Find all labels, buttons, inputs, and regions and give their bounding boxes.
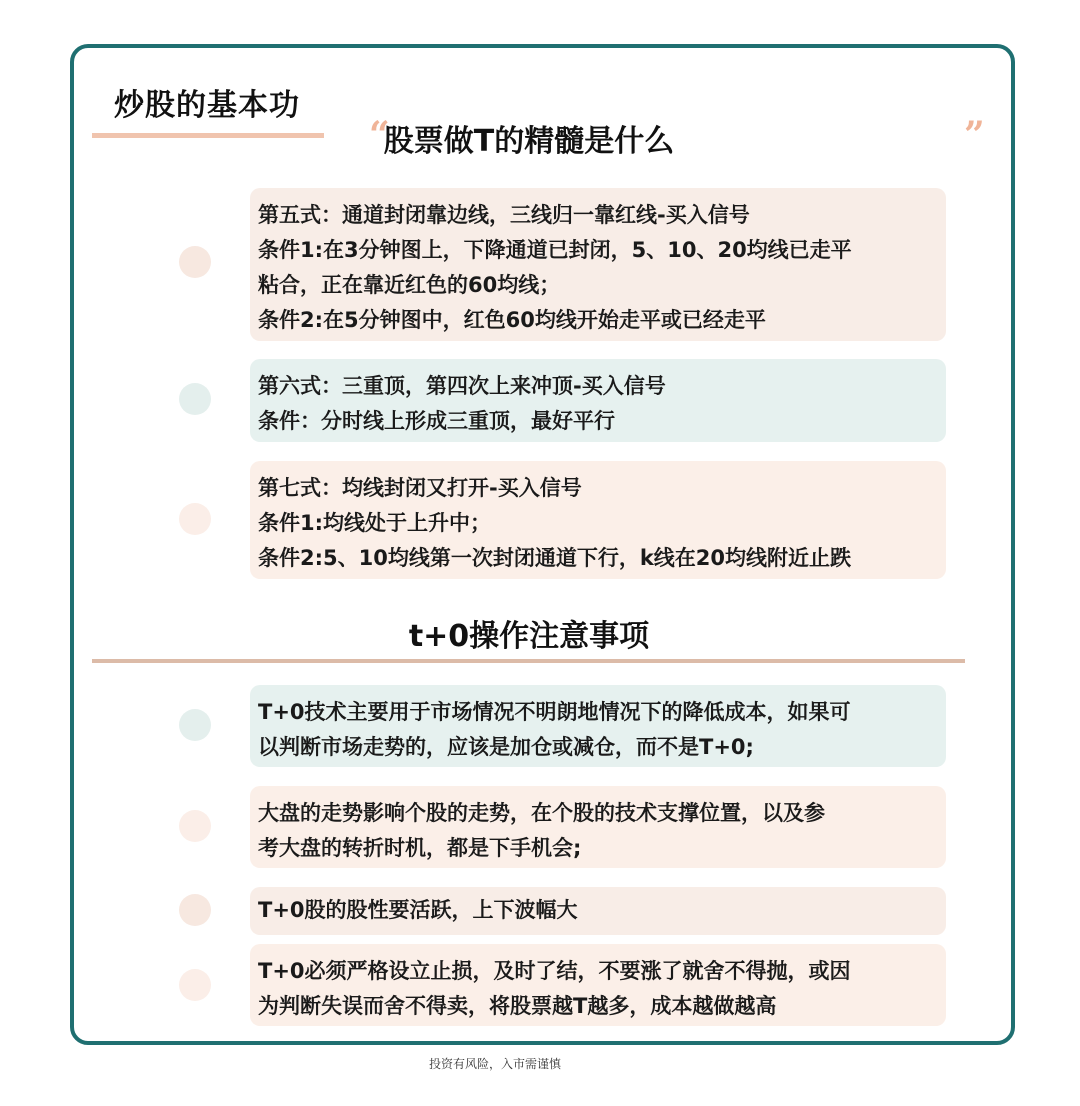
technique-item-5 <box>250 188 946 341</box>
note-item-1 <box>250 685 946 767</box>
bullet-dot <box>179 503 211 535</box>
content-card <box>70 44 1015 1045</box>
item-line: T+0必须严格设立止损，及时了结，不要涨了就舍不得抛，或因 <box>258 959 851 983</box>
item-line: 条件：分时线上形成三重顶，最好平行 <box>258 409 615 433</box>
item-line: T+0股的股性要活跃，上下波幅大 <box>258 898 578 922</box>
item-line: 以判断市场走势的，应该是加仓或减仓，而不是T+0; <box>258 735 754 759</box>
item-line: 条件2:在5分钟图中，红色60均线开始走平或已经走平 <box>258 308 766 332</box>
item-line: T+0技术主要用于市场情况不明朗地情况下的降低成本，如果可 <box>258 700 851 724</box>
bullet-dot <box>179 383 211 415</box>
item-line: 粘合，正在靠近红色的60均线； <box>258 273 561 297</box>
technique-item-7 <box>250 461 946 579</box>
note-item-2 <box>250 786 946 868</box>
item-line: 第七式：均线封闭又打开-买入信号 <box>258 476 582 500</box>
bullet-dot <box>179 709 211 741</box>
bullet-dot <box>179 810 211 842</box>
item-line: 条件1:均线处于上升中； <box>258 511 492 535</box>
close-quote-icon: ” <box>964 114 985 156</box>
item-line: 大盘的走势影响个股的走势，在个股的技术支撑位置，以及参 <box>258 801 825 825</box>
page-title: 股票做T的精髓是什么 <box>383 124 675 159</box>
note-item-4 <box>250 944 946 1026</box>
open-quote-icon: “ <box>369 114 390 156</box>
item-line: 第六式：三重顶，第四次上来冲顶-买入信号 <box>258 374 666 398</box>
bullet-dot <box>179 894 211 926</box>
bullet-dot <box>179 246 211 278</box>
item-line: 条件1:在3分钟图上，下降通道已封闭，5、10、20均线已走平 <box>258 238 852 262</box>
risk-disclaimer: 投资有风险，入市需谨慎 <box>428 1057 561 1071</box>
item-line: 第五式：通道封闭靠边线，三线归一靠红线-买入信号 <box>258 203 750 227</box>
technique-item-6 <box>250 359 946 442</box>
item-line: 为判断失误而舍不得卖，将股票越T越多，成本越做越高 <box>258 994 777 1018</box>
notes-title: t+0操作注意事项 <box>408 619 650 654</box>
brand-title: 炒股的基本功 <box>114 88 300 123</box>
item-line: 考大盘的转折时机，都是下手机会; <box>258 836 582 860</box>
item-line: 条件2:5、10均线第一次封闭通道下行，k线在20均线附近止跌 <box>258 546 852 570</box>
bullet-dot <box>179 969 211 1001</box>
section-divider <box>92 659 965 663</box>
note-item-3 <box>250 887 946 935</box>
